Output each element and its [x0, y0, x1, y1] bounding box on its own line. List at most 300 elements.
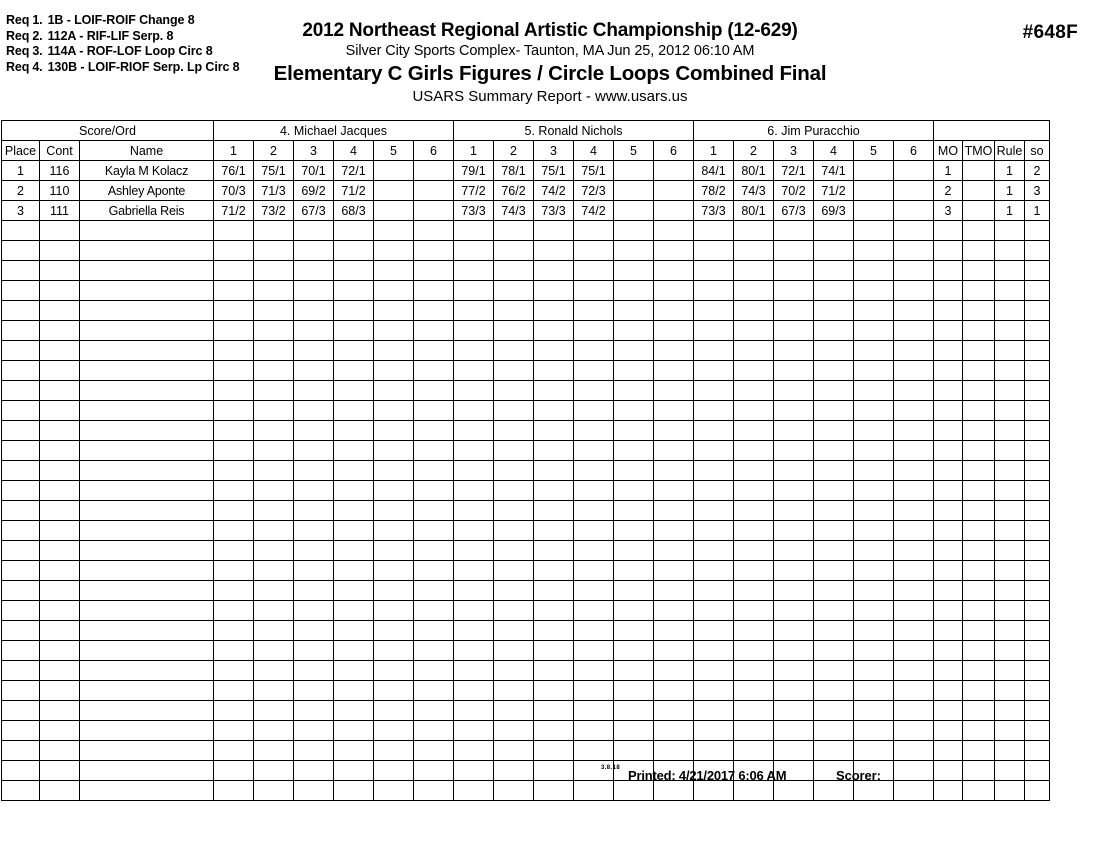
table-row-empty[interactable]	[2, 601, 1050, 621]
cell-empty	[654, 441, 694, 461]
cell-empty	[374, 261, 414, 281]
cell-empty	[574, 621, 614, 641]
cell-empty	[294, 461, 334, 481]
cell-empty	[214, 461, 254, 481]
cell-empty	[694, 701, 734, 721]
cell-judge5-fig2: 78/1	[494, 161, 534, 181]
table-row-empty[interactable]	[2, 261, 1050, 281]
cell-empty	[1025, 561, 1050, 581]
cell-empty	[1025, 741, 1050, 761]
table-row-empty[interactable]	[2, 781, 1050, 801]
cell-empty	[40, 361, 80, 381]
cell-empty	[1025, 421, 1050, 441]
cell-empty	[894, 361, 934, 381]
col-header-judge4-4: 4	[334, 141, 374, 161]
cell-empty	[734, 501, 774, 521]
cell-empty	[614, 401, 654, 421]
cell-empty	[534, 361, 574, 381]
table-row-empty[interactable]	[2, 301, 1050, 321]
cell-empty	[574, 421, 614, 441]
cell-empty	[734, 681, 774, 701]
cell-empty	[374, 541, 414, 561]
cell-empty	[374, 741, 414, 761]
cell-empty	[774, 581, 814, 601]
cell-judge4-fig6	[414, 181, 454, 201]
cell-empty	[894, 521, 934, 541]
cell-empty	[334, 381, 374, 401]
cell-empty	[774, 361, 814, 381]
cell-empty	[1025, 601, 1050, 621]
table-row-empty[interactable]	[2, 381, 1050, 401]
cell-empty	[254, 781, 294, 801]
cell-empty	[963, 661, 995, 681]
cell-empty	[2, 521, 40, 541]
cell-empty	[254, 601, 294, 621]
cell-empty	[214, 641, 254, 661]
table-row[interactable]	[2, 201, 1050, 221]
cell-empty	[214, 781, 254, 801]
cell-empty	[774, 521, 814, 541]
cell-empty	[614, 241, 654, 261]
cell-empty	[854, 661, 894, 681]
cell-empty	[934, 521, 963, 541]
cell-empty	[374, 621, 414, 641]
cell-empty	[614, 381, 654, 401]
cell-empty	[963, 441, 995, 461]
cell-empty	[814, 641, 854, 661]
cell-empty	[574, 501, 614, 521]
cell-empty	[574, 301, 614, 321]
cell-empty	[534, 261, 574, 281]
table-row[interactable]	[2, 161, 1050, 181]
cell-empty	[1025, 301, 1050, 321]
cell-empty	[814, 421, 854, 441]
cell-empty	[734, 381, 774, 401]
cell-empty	[854, 621, 894, 641]
cell-empty	[80, 441, 214, 461]
cell-empty	[494, 441, 534, 461]
cell-empty	[995, 641, 1025, 661]
cell-empty	[814, 281, 854, 301]
cell-empty	[534, 561, 574, 581]
cell-empty	[614, 781, 654, 801]
cell-empty	[334, 561, 374, 581]
cell-empty	[534, 641, 574, 661]
cell-empty	[494, 721, 534, 741]
cell-mo: 2	[934, 181, 963, 201]
cell-empty	[374, 501, 414, 521]
cell-empty	[995, 441, 1025, 461]
meet-venue-date: Silver City Sports Complex- Taunton, MA Jun 25, 2012 06:10 AM	[345, 43, 755, 59]
table-row-empty[interactable]	[2, 561, 1050, 581]
table-row-empty[interactable]	[2, 541, 1050, 561]
col-header-judge6-5: 5	[854, 141, 894, 161]
table-row-empty[interactable]	[2, 741, 1050, 761]
cell-empty	[814, 701, 854, 721]
cell-empty	[574, 261, 614, 281]
requirement-line	[6, 29, 306, 45]
cell-judge5-fig5	[614, 201, 654, 221]
cell-empty	[1025, 521, 1050, 541]
cell-empty	[454, 221, 494, 241]
cell-empty	[2, 681, 40, 701]
cell-empty	[374, 761, 414, 781]
cell-empty	[214, 221, 254, 241]
cell-empty	[214, 441, 254, 461]
table-row-empty[interactable]	[2, 641, 1050, 661]
cell-judge4-fig6	[414, 201, 454, 221]
cell-empty	[654, 221, 694, 241]
table-row-empty[interactable]	[2, 241, 1050, 261]
cell-empty	[294, 721, 334, 741]
cell-empty	[254, 261, 294, 281]
cell-empty	[454, 301, 494, 321]
cell-judge4-fig2: 75/1	[254, 161, 294, 181]
cell-empty	[774, 781, 814, 801]
cell-empty	[814, 481, 854, 501]
cell-empty	[80, 541, 214, 561]
cell-empty	[963, 461, 995, 481]
cell-empty	[334, 421, 374, 441]
cell-empty	[614, 581, 654, 601]
cell-empty	[574, 661, 614, 681]
cell-empty	[574, 361, 614, 381]
cell-empty	[995, 661, 1025, 681]
cell-empty	[894, 701, 934, 721]
cell-empty	[1025, 341, 1050, 361]
table-row-empty[interactable]	[2, 721, 1050, 741]
col-header-judge4-3: 3	[294, 141, 334, 161]
cell-empty	[40, 381, 80, 401]
cell-empty	[414, 461, 454, 481]
cell-empty	[854, 421, 894, 441]
cell-empty	[214, 661, 254, 681]
cell-empty	[734, 481, 774, 501]
cell-empty	[854, 721, 894, 741]
cell-empty	[774, 341, 814, 361]
cell-empty	[694, 561, 734, 581]
cell-judge4-fig2: 73/2	[254, 201, 294, 221]
table-row-empty[interactable]	[2, 321, 1050, 341]
cell-empty	[40, 701, 80, 721]
cell-empty	[2, 601, 40, 621]
report-version: 3.8.18	[601, 765, 621, 771]
cell-judge5-fig5	[614, 161, 654, 181]
cell-empty	[40, 761, 80, 781]
cell-empty	[814, 681, 854, 701]
table-row-empty[interactable]	[2, 461, 1050, 481]
cell-empty	[734, 701, 774, 721]
cell-empty	[254, 641, 294, 661]
cell-empty	[254, 341, 294, 361]
cell-empty	[614, 441, 654, 461]
cell-empty	[494, 281, 534, 301]
cell-empty	[414, 321, 454, 341]
cell-empty	[814, 301, 854, 321]
cell-empty	[574, 321, 614, 341]
cell-empty	[734, 661, 774, 681]
requirement-line	[6, 44, 306, 60]
cell-empty	[934, 581, 963, 601]
cell-empty	[254, 741, 294, 761]
table-row-empty[interactable]	[2, 681, 1050, 701]
cell-empty	[1025, 241, 1050, 261]
cell-empty	[334, 641, 374, 661]
table-row-empty[interactable]	[2, 661, 1050, 681]
cell-empty	[534, 221, 574, 241]
cell-empty	[534, 701, 574, 721]
cell-empty	[294, 741, 334, 761]
cell-empty	[374, 581, 414, 601]
cell-empty	[654, 281, 694, 301]
cell-judge4-fig2: 71/3	[254, 181, 294, 201]
table-row-empty[interactable]	[2, 341, 1050, 361]
scorer-label: Scorer:	[836, 768, 881, 783]
cell-empty	[374, 241, 414, 261]
cell-empty	[294, 261, 334, 281]
cell-empty	[894, 401, 934, 421]
cell-empty	[494, 701, 534, 721]
cell-empty	[614, 601, 654, 621]
cell-empty	[454, 781, 494, 801]
cell-empty	[614, 721, 654, 741]
cell-empty	[694, 721, 734, 741]
cell-empty	[654, 461, 694, 481]
cell-empty	[494, 361, 534, 381]
cell-empty	[774, 741, 814, 761]
cell-empty	[2, 321, 40, 341]
cell-empty	[334, 681, 374, 701]
table-row-empty[interactable]	[2, 621, 1050, 641]
cell-empty	[294, 241, 334, 261]
cell-empty	[854, 321, 894, 341]
cell-empty	[80, 361, 214, 381]
table-row-empty[interactable]	[2, 441, 1050, 461]
table-row-empty[interactable]	[2, 361, 1050, 381]
cell-empty	[774, 461, 814, 481]
cell-empty	[294, 781, 334, 801]
cell-empty	[80, 341, 214, 361]
cell-empty	[40, 441, 80, 461]
cell-empty	[414, 381, 454, 401]
cell-empty	[214, 401, 254, 421]
cell-empty	[254, 381, 294, 401]
cell-empty	[294, 321, 334, 341]
cell-empty	[414, 561, 454, 581]
table-row-empty[interactable]	[2, 521, 1050, 541]
cell-empty	[254, 581, 294, 601]
cell-empty	[774, 501, 814, 521]
cell-judge4-fig1: 70/3	[214, 181, 254, 201]
table-row[interactable]	[2, 181, 1050, 201]
cell-empty	[40, 641, 80, 661]
cell-empty	[40, 621, 80, 641]
cell-empty	[294, 221, 334, 241]
cell-empty	[654, 581, 694, 601]
cell-empty	[814, 321, 854, 341]
cell-empty	[414, 681, 454, 701]
cell-empty	[414, 361, 454, 381]
cell-empty	[614, 321, 654, 341]
cell-empty	[414, 441, 454, 461]
cell-empty	[854, 341, 894, 361]
cell-empty	[40, 501, 80, 521]
cell-empty	[40, 561, 80, 581]
cell-empty	[934, 341, 963, 361]
cell-empty	[534, 721, 574, 741]
judge-panel-title-2: 5. Ronald Nichols	[454, 121, 694, 141]
cell-judge6-fig2: 80/1	[734, 201, 774, 221]
cell-empty	[614, 641, 654, 661]
cell-empty	[694, 341, 734, 361]
cell-empty	[454, 481, 494, 501]
col-header-place: Place	[2, 141, 40, 161]
cell-empty	[963, 521, 995, 541]
table-row-empty[interactable]	[2, 761, 1050, 781]
cell-empty	[2, 541, 40, 561]
cell-judge6-fig2: 74/3	[734, 181, 774, 201]
cell-empty	[534, 521, 574, 541]
cell-empty	[734, 521, 774, 541]
cell-empty	[1025, 781, 1050, 801]
cell-empty	[534, 741, 574, 761]
cell-empty	[654, 541, 694, 561]
col-header-tmo: TMO	[963, 141, 995, 161]
table-row-empty[interactable]	[2, 221, 1050, 241]
cell-empty	[534, 341, 574, 361]
cell-empty	[40, 481, 80, 501]
cell-empty	[1025, 401, 1050, 421]
cell-empty	[414, 781, 454, 801]
cell-empty	[963, 261, 995, 281]
table-row-empty[interactable]	[2, 701, 1050, 721]
cell-empty	[294, 521, 334, 541]
cell-empty	[294, 441, 334, 461]
cell-empty	[214, 281, 254, 301]
col-header-judge6-3: 3	[774, 141, 814, 161]
cell-empty	[254, 441, 294, 461]
cell-empty	[454, 461, 494, 481]
cell-empty	[814, 781, 854, 801]
col-header-judge5-1: 1	[454, 141, 494, 161]
cell-empty	[80, 321, 214, 341]
cell-empty	[414, 661, 454, 681]
cell-empty	[374, 381, 414, 401]
cell-empty	[694, 501, 734, 521]
cell-empty	[214, 681, 254, 701]
cell-empty	[334, 621, 374, 641]
table-row-empty[interactable]	[2, 281, 1050, 301]
cell-empty	[80, 221, 214, 241]
cell-empty	[534, 761, 574, 781]
cell-empty	[814, 621, 854, 641]
cell-empty	[80, 781, 214, 801]
cell-empty	[80, 561, 214, 581]
cell-empty	[614, 661, 654, 681]
cell-empty	[854, 441, 894, 461]
cell-empty	[414, 701, 454, 721]
cell-empty	[574, 341, 614, 361]
cell-empty	[854, 381, 894, 401]
cell-judge4-fig1: 76/1	[214, 161, 254, 181]
table-row-empty[interactable]	[2, 481, 1050, 501]
cell-empty	[995, 321, 1025, 341]
cell-empty	[294, 301, 334, 321]
cell-empty	[40, 461, 80, 481]
cell-empty	[374, 361, 414, 381]
cell-empty	[1025, 261, 1050, 281]
cell-empty	[454, 381, 494, 401]
cell-judge6-fig5	[854, 181, 894, 201]
cell-empty	[734, 581, 774, 601]
col-header-judge5-4: 4	[574, 141, 614, 161]
cell-empty	[614, 361, 654, 381]
cell-empty	[1025, 281, 1050, 301]
cell-empty	[414, 601, 454, 621]
cell-empty	[334, 441, 374, 461]
cell-empty	[2, 341, 40, 361]
cell-empty	[294, 601, 334, 621]
cell-tmo	[963, 181, 995, 201]
cell-empty	[534, 421, 574, 441]
cell-empty	[814, 721, 854, 741]
cell-empty	[80, 241, 214, 261]
cell-empty	[214, 541, 254, 561]
cell-empty	[574, 781, 614, 801]
cell-empty	[374, 301, 414, 321]
cell-empty	[80, 501, 214, 521]
cell-empty	[995, 221, 1025, 241]
col-header-judge5-2: 2	[494, 141, 534, 161]
col-header-judge5-5: 5	[614, 141, 654, 161]
cell-judge6-fig6	[894, 181, 934, 201]
cell-empty	[254, 661, 294, 681]
cell-empty	[894, 221, 934, 241]
cell-empty	[2, 741, 40, 761]
table-row-empty[interactable]	[2, 421, 1050, 441]
cell-empty	[1025, 541, 1050, 561]
cell-empty	[614, 561, 654, 581]
cell-empty	[694, 681, 734, 701]
cell-empty	[40, 521, 80, 541]
cell-empty	[694, 641, 734, 661]
cell-empty	[694, 521, 734, 541]
cell-empty	[694, 661, 734, 681]
cell-judge4-fig4: 72/1	[334, 161, 374, 181]
cell-empty	[294, 621, 334, 641]
cell-empty	[854, 581, 894, 601]
cell-empty	[454, 441, 494, 461]
cell-empty	[854, 521, 894, 541]
cell-empty	[614, 261, 654, 281]
table-row-empty[interactable]	[2, 501, 1050, 521]
cell-empty	[1025, 621, 1050, 641]
cell-empty	[2, 501, 40, 521]
cell-empty	[40, 681, 80, 701]
cell-empty	[654, 381, 694, 401]
cell-empty	[614, 421, 654, 441]
table-row-empty[interactable]	[2, 581, 1050, 601]
cell-empty	[574, 221, 614, 241]
cell-empty	[40, 581, 80, 601]
cell-empty	[494, 241, 534, 261]
cell-so: 1	[1025, 201, 1050, 221]
cell-empty	[254, 221, 294, 241]
table-row-empty[interactable]	[2, 401, 1050, 421]
cell-empty	[734, 601, 774, 621]
judge-panel-title-1: 4. Michael Jacques	[214, 121, 454, 141]
col-header-judge6-6: 6	[894, 141, 934, 161]
